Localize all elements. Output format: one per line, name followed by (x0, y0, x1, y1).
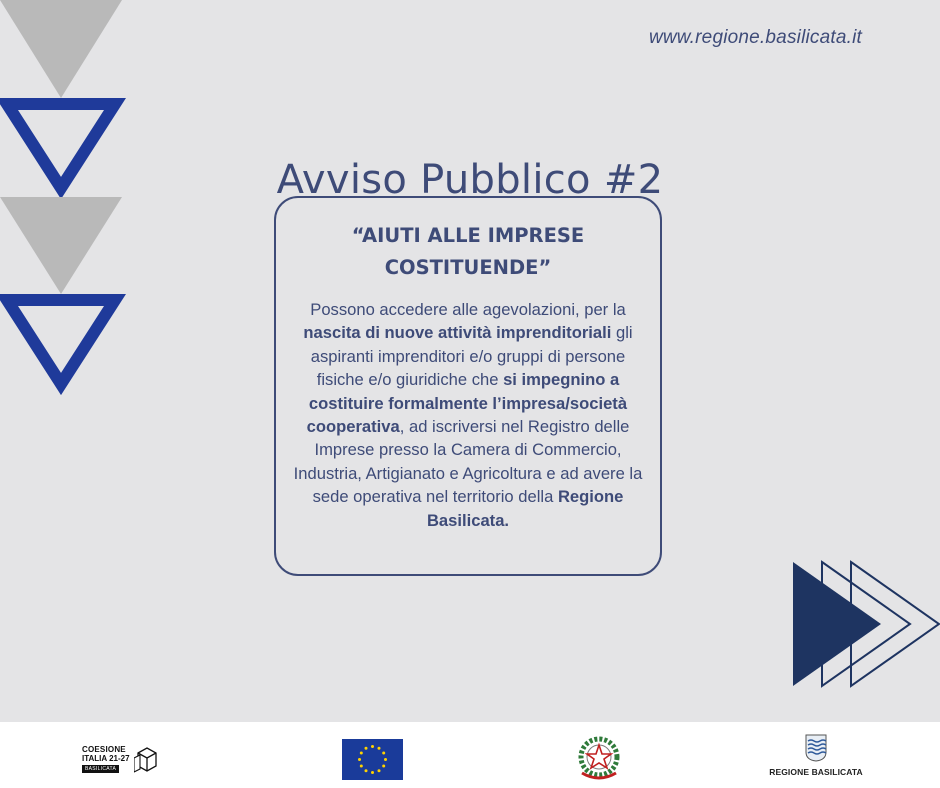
body-text-nascita: nascita di nuove attività imprenditoriali (303, 323, 612, 343)
body-text-intro: Possono accedere alle agevolazioni, per la (310, 300, 626, 319)
regione-coat-of-arms-icon (805, 734, 827, 762)
website-url[interactable]: www.regione.basilicata.it (648, 27, 862, 48)
arrow-solid-front (793, 562, 881, 686)
card-body (292, 298, 644, 532)
eu-flag-icon (342, 739, 403, 780)
blue-outline-triangle-bottom (7, 300, 115, 384)
regione-basilicata-logo (768, 734, 864, 782)
card-heading-line2: COSTITUENDE” (384, 256, 552, 279)
body-text-impegnino: si impegnino a costituire formalmente l’impresa/società cooperativa (306, 370, 628, 437)
body-text-regione: Regione Basilicata. (426, 487, 624, 530)
info-card (274, 196, 662, 576)
coesione-italia-logo (82, 743, 162, 777)
italian-republic-emblem-icon (576, 735, 622, 783)
regione-logo-label: REGIONE BASILICATA (769, 767, 863, 777)
coesione-logo-line2: ITALIA 21-27 (82, 754, 130, 763)
footer-logo-bar (0, 722, 940, 788)
page-title: Avviso Pubblico #2 (276, 156, 664, 203)
coesione-logo-line1: COESIONE (82, 745, 126, 754)
card-heading-line1: “AIUTI ALLE IMPRESE (351, 224, 585, 247)
arrow-outline-middle (822, 562, 910, 686)
arrow-outline-back (851, 562, 939, 686)
card-heading (292, 220, 644, 284)
gray-triangle-middle (0, 197, 122, 294)
coesione-logo-line3: BASILICATA (82, 765, 119, 773)
coesione-cube-icon (134, 744, 160, 774)
body-text-aspiranti: gli aspiranti imprenditori e/o gruppi di persone fisiche e/o giuridiche che (310, 323, 633, 390)
body-text-registro: , ad iscriversi nel Registro delle Imprese presso la Camera di Commercio, Industria, Artigianato e Agricoltura e ad avere la sede operativa nel territorio della (293, 417, 643, 507)
gray-triangle-top (0, 0, 122, 98)
